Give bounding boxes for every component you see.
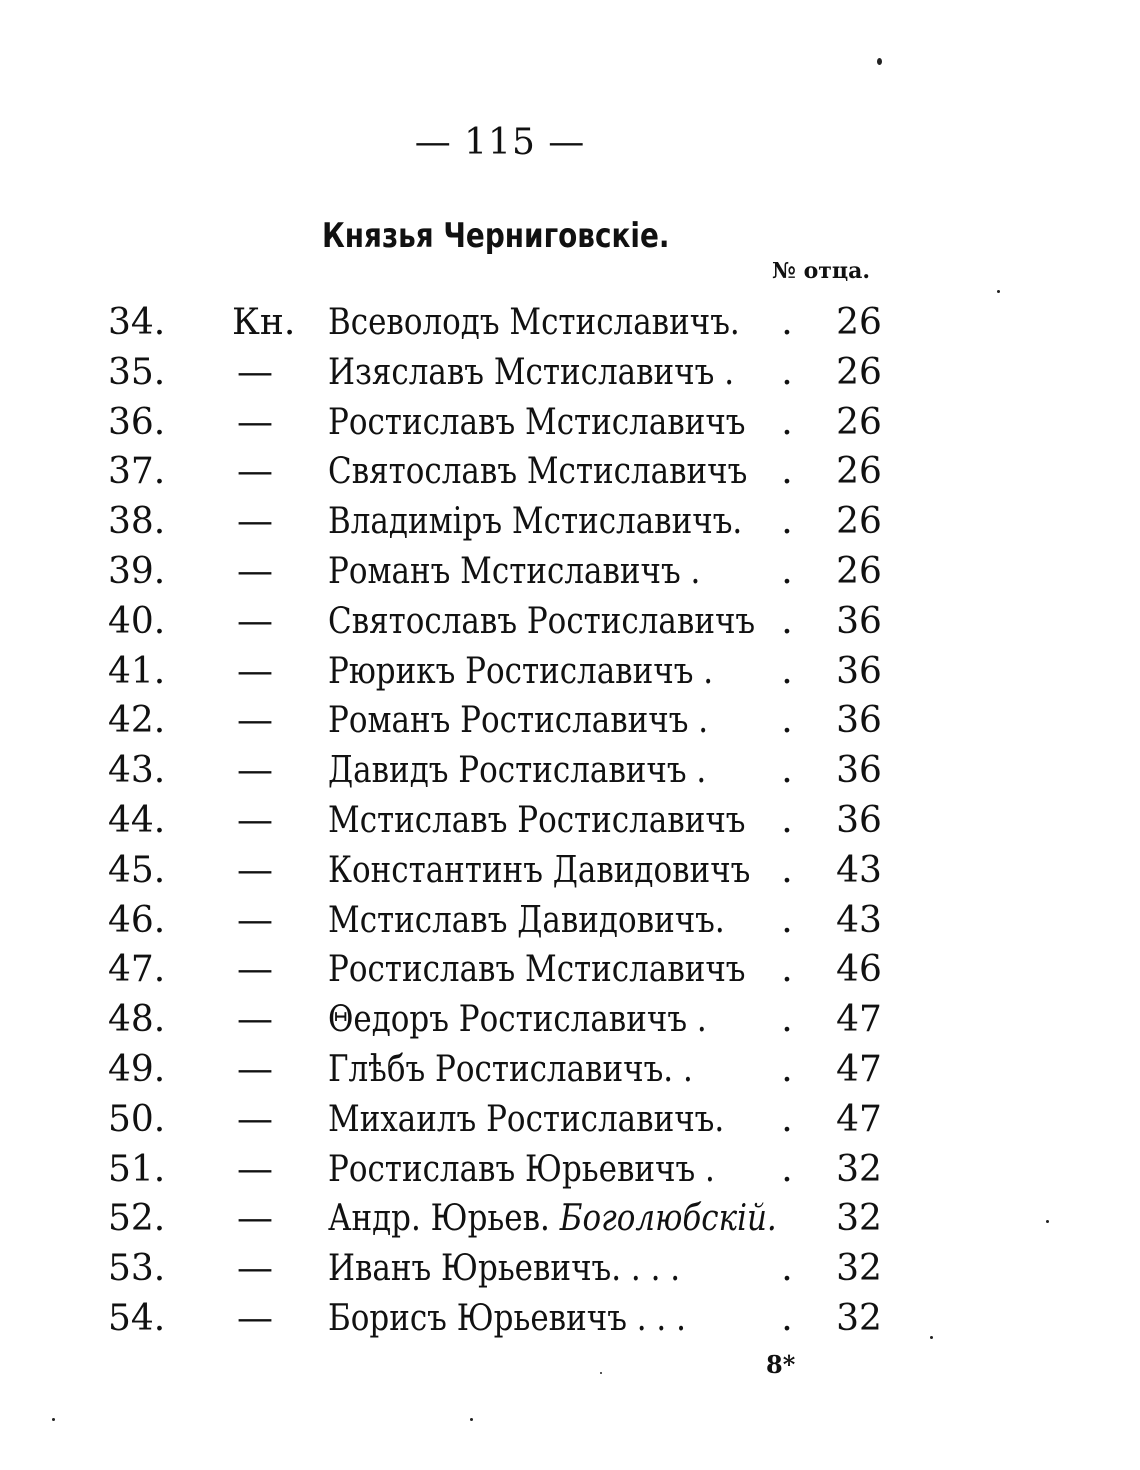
dot-leader: . [781, 550, 793, 592]
father-number: 36 [836, 750, 882, 792]
prince-name [328, 796, 746, 846]
prince-name-text: Борисъ Юрьевичъ . . . [328, 1297, 686, 1339]
prince-title: — [237, 799, 273, 841]
prince-title: — [237, 501, 273, 543]
table-row [0, 298, 1140, 348]
table-row [0, 995, 1140, 1045]
entry-number: 38. [108, 501, 166, 543]
prince-name-text: Всеволодъ Мстиславичъ. [328, 302, 740, 343]
dot-leader: . [781, 451, 793, 493]
dot-leader: . [781, 999, 793, 1041]
prince-title: — [237, 1297, 273, 1339]
prince-title: — [237, 849, 273, 891]
table-row [0, 348, 1140, 398]
table-row [0, 1145, 1140, 1195]
prince-name-text: Глѣбъ Ростиславичъ. . [328, 1048, 693, 1090]
prince-name [328, 1045, 693, 1095]
father-number: 36 [836, 600, 882, 642]
printer-signature-mark: 8* [766, 1350, 796, 1379]
dot-leader: . [781, 750, 793, 792]
father-number: 32 [836, 1148, 882, 1190]
table-row [0, 447, 1140, 497]
table-row [0, 547, 1140, 597]
dot-leader: . [781, 849, 793, 891]
scan-speck [997, 290, 1000, 293]
prince-name [328, 1244, 680, 1294]
prince-name-text: Ростиславъ Юрьевичъ . [328, 1148, 715, 1190]
prince-title: — [237, 550, 273, 592]
prince-name [328, 647, 713, 697]
table-row [0, 1045, 1140, 1095]
table-row [0, 1095, 1140, 1145]
prince-name-text: Ростиславъ Мстиславичъ [328, 401, 746, 443]
prince-epithet: Боголюбскій. [559, 1198, 777, 1240]
table-row [0, 398, 1140, 448]
scan-speck [930, 1336, 933, 1339]
prince-name [328, 1294, 686, 1344]
prince-name [328, 945, 746, 995]
entry-number: 35. [108, 351, 166, 393]
entry-number: 47. [108, 949, 166, 991]
prince-name [328, 398, 746, 448]
prince-name-text: Святославъ Ростиславичъ [328, 600, 756, 642]
table-row [0, 1244, 1140, 1294]
dot-leader: . [781, 600, 793, 642]
prince-name [328, 846, 750, 896]
father-number: 26 [836, 351, 882, 393]
prince-title: — [237, 351, 273, 393]
prince-name [328, 995, 707, 1045]
table-row [0, 696, 1140, 746]
prince-name [328, 447, 747, 497]
father-number: 46 [836, 949, 882, 991]
entry-number: 41. [108, 650, 166, 692]
prince-title: — [237, 600, 273, 642]
entry-number: 40. [108, 600, 166, 642]
table-row [0, 647, 1140, 697]
father-number: 26 [836, 501, 882, 543]
prince-name-text: Романъ Мстиславичъ . [328, 550, 701, 592]
entry-number: 53. [108, 1248, 166, 1290]
dot-leader: . [781, 1148, 793, 1190]
father-number: 36 [836, 650, 882, 692]
table-row [0, 896, 1140, 946]
entry-number: 34. [108, 302, 166, 343]
prince-title: — [237, 1198, 273, 1240]
prince-name-text: Θедоръ Ростиславичъ . [328, 999, 707, 1041]
dot-leader: . [781, 949, 793, 991]
prince-name [328, 1145, 715, 1195]
dot-leader: . [781, 1098, 793, 1140]
prince-name-text: Святославъ Мстиславичъ [328, 451, 748, 493]
prince-title: — [237, 401, 273, 443]
page-number: — 115 — [414, 122, 586, 163]
prince-name-text: Михаилъ Ростиславичъ. [328, 1098, 725, 1140]
father-number: 47 [836, 1098, 882, 1140]
prince-name-text: Андр. Юрьев. [328, 1198, 560, 1240]
entry-number: 51. [108, 1148, 166, 1190]
entry-number: 48. [108, 999, 166, 1041]
father-number: 26 [836, 451, 882, 493]
prince-name-text: Давидъ Ростиславичъ . [328, 750, 707, 792]
father-number: 32 [836, 1198, 882, 1240]
prince-name [328, 746, 706, 796]
dot-leader: . [781, 351, 793, 393]
prince-name-text: Романъ Ростиславичъ . [328, 700, 709, 742]
table-row [0, 497, 1140, 547]
scan-speck [600, 1372, 602, 1374]
prince-title: — [237, 750, 273, 792]
table-row [0, 945, 1140, 995]
prince-title: — [237, 999, 273, 1041]
entry-number: 52. [108, 1198, 166, 1240]
table-row [0, 796, 1140, 846]
entry-number: 43. [108, 750, 166, 792]
dot-leader: . [781, 899, 793, 941]
prince-name-text: Владиміръ Мстиславичъ. [328, 501, 743, 543]
father-number: 32 [836, 1248, 882, 1290]
father-number: 36 [836, 799, 882, 841]
prince-name [328, 896, 725, 946]
father-number: 47 [836, 1048, 882, 1090]
dot-leader: . [781, 401, 793, 443]
scan-speck [470, 1418, 473, 1421]
table-row [0, 1294, 1140, 1344]
father-number: 26 [836, 302, 882, 343]
scan-speck [52, 1418, 55, 1421]
prince-name [328, 1194, 777, 1244]
prince-name-text: Мстиславъ Ростиславичъ [328, 799, 746, 841]
father-number: 26 [836, 401, 882, 443]
prince-title: — [237, 1098, 273, 1140]
dot-leader: . [781, 799, 793, 841]
prince-name [328, 497, 742, 547]
prince-name-text: Константинъ Давидовичъ [328, 849, 751, 891]
dot-leader: . [781, 650, 793, 692]
prince-title: — [237, 949, 273, 991]
prince-name-text: Мстиславъ Давидовичъ. [328, 899, 725, 941]
entry-number: 46. [108, 899, 166, 941]
father-number: 43 [836, 899, 882, 941]
father-number: 36 [836, 700, 882, 742]
entry-number: 50. [108, 1098, 166, 1140]
prince-name-text: Ростиславъ Мстиславичъ [328, 949, 746, 991]
prince-name [328, 696, 708, 746]
prince-title: — [237, 1248, 273, 1290]
prince-name [328, 547, 700, 597]
prince-title: — [237, 1048, 273, 1090]
dot-leader: . [781, 1297, 793, 1339]
scan-speck [877, 58, 882, 65]
dot-leader: . [781, 302, 793, 343]
entry-number: 49. [108, 1048, 166, 1090]
table-row [0, 846, 1140, 896]
entry-number: 37. [108, 451, 166, 493]
princes-table [0, 298, 1140, 1344]
dot-leader: . [781, 1248, 793, 1290]
table-row [0, 597, 1140, 647]
entry-number: 44. [108, 799, 166, 841]
prince-title: Кн. [232, 302, 296, 343]
father-number: 47 [836, 999, 882, 1041]
prince-name-text: Рюрикъ Ростиславичъ . [328, 650, 714, 692]
prince-title: — [237, 899, 273, 941]
prince-title: — [237, 1148, 273, 1190]
father-number: 32 [836, 1297, 882, 1339]
prince-name [328, 348, 734, 398]
table-row [0, 746, 1140, 796]
prince-title: — [237, 451, 273, 493]
section-title: Князья Черниговскіе. [322, 216, 670, 256]
table-row [0, 1194, 1140, 1244]
entry-number: 42. [108, 700, 166, 742]
prince-name-text: Изяславъ Мстиславичъ . [328, 351, 735, 393]
column-header-father-number: № отца. [772, 258, 871, 284]
father-number: 43 [836, 849, 882, 891]
entry-number: 39. [108, 550, 166, 592]
prince-title: — [237, 700, 273, 742]
entry-number: 36. [108, 401, 166, 443]
prince-name [328, 298, 740, 348]
entry-number: 45. [108, 849, 166, 891]
father-number: 26 [836, 550, 882, 592]
entry-number: 54. [108, 1297, 166, 1339]
prince-title: — [237, 650, 273, 692]
prince-name [328, 597, 755, 647]
dot-leader: . [781, 700, 793, 742]
prince-name [328, 1095, 724, 1145]
prince-name-text: Иванъ Юрьевичъ. . . . [328, 1248, 681, 1290]
dot-leader: . [781, 1048, 793, 1090]
dot-leader: . [781, 501, 793, 543]
scan-speck [1046, 1220, 1049, 1223]
